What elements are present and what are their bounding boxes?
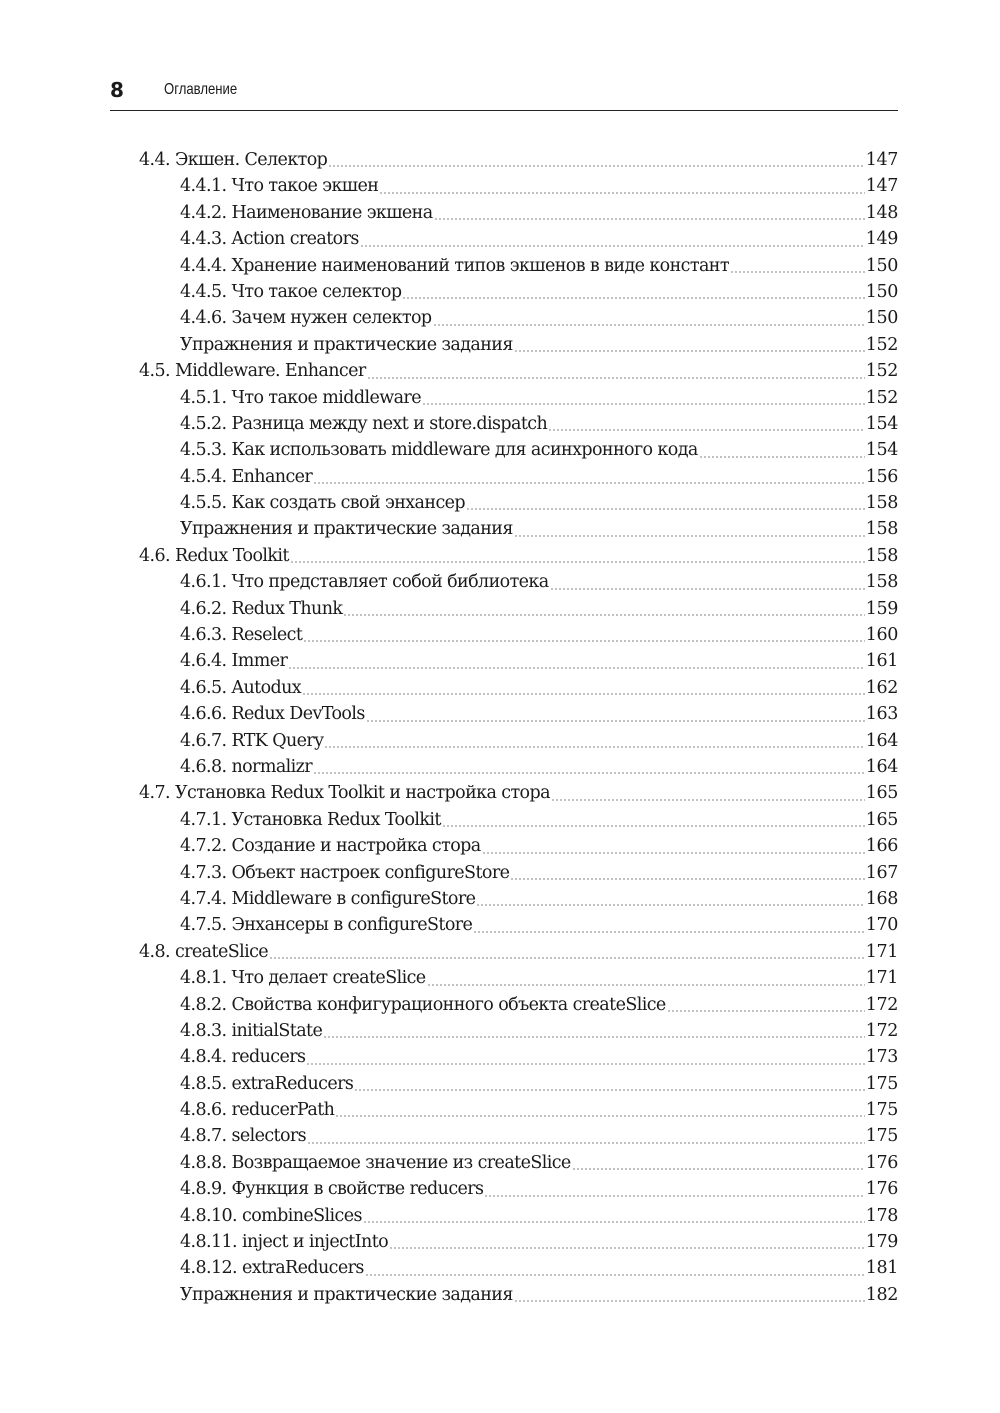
toc-entry-title: 4.6.5. Autodux: [180, 677, 302, 698]
toc-entry-title: 4.4.5. Что такое селектор: [180, 281, 402, 302]
toc-subsection-entry[interactable]: [139, 965, 898, 991]
toc-entry-title: 4.7.1. Установка Redux Toolkit: [180, 809, 441, 830]
dot-leader: [324, 746, 864, 748]
dot-leader: [269, 957, 865, 959]
toc-subsection-entry[interactable]: [139, 305, 898, 331]
toc-entry-page-number: 158: [865, 493, 898, 514]
toc-entry-title: 4.8.5. extraReducers: [180, 1073, 354, 1094]
page-number: 8: [110, 78, 124, 102]
toc-entry-page-number: 172: [865, 1020, 898, 1041]
dot-leader: [550, 588, 865, 590]
toc-entry-title: 4.6.1. Что представляет собой библиотека: [180, 572, 549, 593]
toc-entry-page-number: 167: [865, 862, 898, 883]
toc-subsection-entry[interactable]: [139, 385, 898, 411]
toc-subsection-entry[interactable]: [139, 1255, 898, 1281]
dot-leader: [466, 508, 865, 510]
toc-entry-title: 4.5.1. Что такое middleware: [180, 387, 421, 408]
toc-entry-title: 4.8.1. Что делает createSlice: [180, 968, 426, 989]
toc-subsection-entry[interactable]: [139, 332, 898, 358]
toc-entry-title: 4.8.12. extraReducers: [180, 1258, 364, 1279]
toc-entry-title: 4.7.5. Энхансеры в configureStore: [180, 915, 473, 936]
dot-leader: [514, 535, 865, 537]
toc-subsection-entry[interactable]: [139, 596, 898, 622]
toc-entry-title: Упражнения и практические задания: [180, 334, 513, 355]
toc-section-entry[interactable]: [139, 543, 898, 569]
dot-leader: [379, 192, 865, 194]
toc-entry-page-number: 147: [865, 150, 898, 170]
toc-entry-title: 4.6.2. Redux Thunk: [180, 598, 343, 619]
toc-entry-title: 4.5. Middleware. Enhancer: [139, 361, 366, 382]
toc-section-entry[interactable]: [139, 358, 898, 384]
dot-leader: [303, 640, 864, 642]
toc-entry-page-number: 147: [865, 176, 898, 197]
toc-entry-page-number: 172: [865, 994, 898, 1015]
toc-entry-title: 4.8. createSlice: [139, 941, 269, 962]
toc-entry-title: 4.8.3. initialState: [180, 1020, 323, 1041]
toc-entry-page-number: 154: [865, 413, 898, 434]
toc-entry-title: 4.4.2. Наименование экшена: [180, 202, 433, 223]
dot-leader: [699, 456, 865, 458]
toc-entry-page-number: 171: [865, 968, 898, 989]
toc-entry-title: 4.6.4. Immer: [180, 651, 288, 672]
toc-entry-page-number: 149: [865, 229, 898, 250]
toc-subsection-entry[interactable]: [139, 490, 898, 516]
dot-leader: [343, 614, 864, 616]
toc-entry-page-number: 159: [865, 598, 898, 619]
toc-subsection-entry[interactable]: [139, 1176, 898, 1202]
dot-leader: [402, 297, 864, 299]
dot-leader: [427, 984, 865, 986]
toc-entry-page-number: 152: [865, 361, 898, 382]
dot-leader: [482, 852, 865, 854]
dot-leader: [363, 1221, 865, 1223]
toc-subsection-entry[interactable]: [139, 807, 898, 833]
toc-entry-page-number: 170: [865, 915, 898, 936]
toc-entry-page-number: 148: [865, 202, 898, 223]
dot-leader: [572, 1168, 865, 1170]
toc-subsection-entry[interactable]: [139, 754, 898, 780]
toc-subsection-entry[interactable]: [139, 1282, 898, 1308]
toc-entry-title: 4.7.2. Создание и настройка стора: [180, 836, 481, 857]
toc-entry-page-number: 150: [865, 255, 898, 276]
toc-entry-title: 4.4.3. Action creators: [180, 229, 359, 250]
toc-entry-page-number: 160: [865, 625, 898, 646]
toc-subsection-entry[interactable]: [139, 833, 898, 859]
toc-subsection-entry[interactable]: [139, 675, 898, 701]
toc-entry-page-number: 156: [865, 466, 898, 487]
toc-subsection-entry[interactable]: [139, 173, 898, 199]
toc-entry-page-number: 165: [865, 783, 898, 804]
toc-entry-page-number: 182: [865, 1284, 898, 1305]
toc-section-entry[interactable]: [139, 147, 898, 173]
toc-subsection-entry[interactable]: [139, 1229, 898, 1255]
dot-leader: [433, 324, 865, 326]
toc-entry-title: 4.6. Redux Toolkit: [139, 545, 289, 566]
toc-subsection-entry[interactable]: [139, 279, 898, 305]
dot-leader: [323, 1036, 865, 1038]
toc-entry-title: 4.4.4. Хранение наименований типов экшенов в виде констант: [180, 255, 729, 276]
toc-section-entry[interactable]: [139, 780, 898, 806]
toc-subsection-entry[interactable]: [139, 1123, 898, 1149]
toc-subsection-entry[interactable]: [139, 411, 898, 437]
toc-subsection-entry[interactable]: [139, 992, 898, 1018]
toc-entry-page-number: 175: [865, 1100, 898, 1121]
toc-entry-title: 4.8.8. Возвращаемое значение из createSlice: [180, 1152, 571, 1173]
toc-entry-title: 4.4. Экшен. Селектор: [139, 150, 328, 170]
toc-entry-title: 4.4.1. Что такое экшен: [180, 176, 379, 197]
toc-entry-page-number: 158: [865, 572, 898, 593]
toc-subsection-entry[interactable]: [139, 860, 898, 886]
toc-entry-page-number: 150: [865, 308, 898, 329]
toc-entry-page-number: 154: [865, 440, 898, 461]
dot-leader: [288, 667, 865, 669]
toc-subsection-entry[interactable]: [139, 1097, 898, 1123]
dot-leader: [354, 1089, 865, 1091]
toc-entry-page-number: 176: [865, 1179, 898, 1200]
toc-entry-page-number: 164: [865, 756, 898, 777]
toc-entry-page-number: 179: [865, 1232, 898, 1253]
toc-subsection-entry[interactable]: [139, 516, 898, 542]
toc-entry-page-number: 165: [865, 809, 898, 830]
toc-entry-page-number: 175: [865, 1126, 898, 1147]
toc-subsection-entry[interactable]: [139, 1203, 898, 1229]
toc-entry-title: 4.8.2. Свойства конфигурационного объекта createSlice: [180, 994, 666, 1015]
table-of-contents: [139, 147, 898, 1308]
dot-leader: [313, 772, 865, 774]
toc-entry-page-number: 171: [865, 941, 898, 962]
toc-entry-title: 4.6.6. Redux DevTools: [180, 704, 365, 725]
toc-entry-page-number: 181: [865, 1258, 898, 1279]
toc-entry-page-number: 152: [865, 387, 898, 408]
toc-entry-title: 4.5.3. Как использовать middleware для асинхронного кода: [180, 440, 698, 461]
dot-leader: [335, 1115, 865, 1117]
toc-subsection-entry[interactable]: [139, 912, 898, 938]
toc-entry-title: 4.7. Установка Redux Toolkit и настройка стора: [139, 783, 550, 804]
toc-entry-title: 4.8.9. Функция в свойстве reducers: [180, 1179, 484, 1200]
toc-entry-title: 4.6.3. Reselect: [180, 625, 303, 646]
dot-leader: [514, 350, 865, 352]
toc-entry-page-number: 150: [865, 281, 898, 302]
dot-leader: [476, 904, 864, 906]
toc-subsection-entry[interactable]: [139, 1018, 898, 1044]
toc-entry-page-number: 175: [865, 1073, 898, 1094]
toc-entry-page-number: 152: [865, 334, 898, 355]
toc-entry-title: 4.8.7. selectors: [180, 1126, 307, 1147]
dot-leader: [551, 799, 865, 801]
dot-leader: [667, 1010, 865, 1012]
toc-entry-title: 4.7.3. Объект настроек configureStore: [180, 862, 510, 883]
toc-entry-title: 4.5.5. Как создать свой энхансер: [180, 493, 465, 514]
toc-entry-page-number: 173: [865, 1047, 898, 1068]
toc-subsection-entry[interactable]: [139, 1150, 898, 1176]
dot-leader: [484, 1195, 864, 1197]
toc-entry-page-number: 161: [865, 651, 898, 672]
dot-leader: [422, 403, 865, 405]
toc-entry-page-number: 176: [865, 1152, 898, 1173]
dot-leader: [367, 377, 865, 379]
toc-entry-page-number: 163: [865, 704, 898, 725]
toc-subsection-entry[interactable]: [139, 437, 898, 463]
dot-leader: [313, 482, 865, 484]
toc-entry-page-number: 158: [865, 519, 898, 540]
toc-subsection-entry[interactable]: [139, 648, 898, 674]
toc-entry-page-number: 162: [865, 677, 898, 698]
toc-entry-title: 4.6.8. normalizr: [180, 756, 313, 777]
toc-entry-page-number: 164: [865, 730, 898, 751]
dot-leader: [510, 878, 864, 880]
toc-entry-title: 4.8.4. reducers: [180, 1047, 306, 1068]
dot-leader: [307, 1142, 865, 1144]
toc-subsection-entry[interactable]: [139, 886, 898, 912]
toc-entry-title: 4.5.4. Enhancer: [180, 466, 313, 487]
dot-leader: [730, 271, 865, 273]
toc-entry-title: 4.4.6. Зачем нужен селектор: [180, 308, 432, 329]
toc-entry-title: Упражнения и практические задания: [180, 1284, 513, 1305]
toc-entry-title: 4.6.7. RTK Query: [180, 730, 324, 751]
page-header: [110, 76, 898, 111]
toc-subsection-entry[interactable]: [139, 701, 898, 727]
dot-leader: [306, 1063, 864, 1065]
toc-entry-title: 4.8.6. reducerPath: [180, 1100, 335, 1121]
toc-entry-title: 4.8.10. combineSlices: [180, 1205, 362, 1226]
toc-subsection-entry[interactable]: [139, 1044, 898, 1070]
toc-subsection-entry[interactable]: [139, 200, 898, 226]
dot-leader: [514, 1300, 865, 1302]
dot-leader: [366, 720, 865, 722]
toc-entry-title: 4.8.11. inject и injectInto: [180, 1232, 389, 1253]
dot-leader: [548, 429, 865, 431]
toc-entry-page-number: 168: [865, 888, 898, 909]
toc-entry-title: 4.5.2. Разница между next и store.dispatch: [180, 413, 548, 434]
dot-leader: [328, 165, 865, 167]
toc-entry-page-number: 166: [865, 836, 898, 857]
toc-subsection-entry[interactable]: [139, 253, 898, 279]
dot-leader: [290, 561, 865, 563]
toc-entry-page-number: 178: [865, 1205, 898, 1226]
toc-entry-title: 4.7.4. Middleware в configureStore: [180, 888, 476, 909]
toc-entry-title: Упражнения и практические задания: [180, 519, 513, 540]
toc-subsection-entry[interactable]: [139, 1071, 898, 1097]
toc-subsection-entry[interactable]: [139, 464, 898, 490]
toc-subsection-entry[interactable]: [139, 569, 898, 595]
toc-entry-page-number: 158: [865, 545, 898, 566]
dot-leader: [302, 693, 865, 695]
dot-leader: [434, 218, 865, 220]
dot-leader: [389, 1247, 865, 1249]
toc-subsection-entry[interactable]: [139, 622, 898, 648]
dot-leader: [360, 245, 865, 247]
dot-leader: [365, 1274, 865, 1276]
dot-leader: [442, 825, 865, 827]
toc-section-entry[interactable]: [139, 939, 898, 965]
running-title: Оглавление: [164, 81, 238, 98]
toc-subsection-entry[interactable]: [139, 226, 898, 252]
dot-leader: [473, 931, 865, 933]
toc-subsection-entry[interactable]: [139, 728, 898, 754]
